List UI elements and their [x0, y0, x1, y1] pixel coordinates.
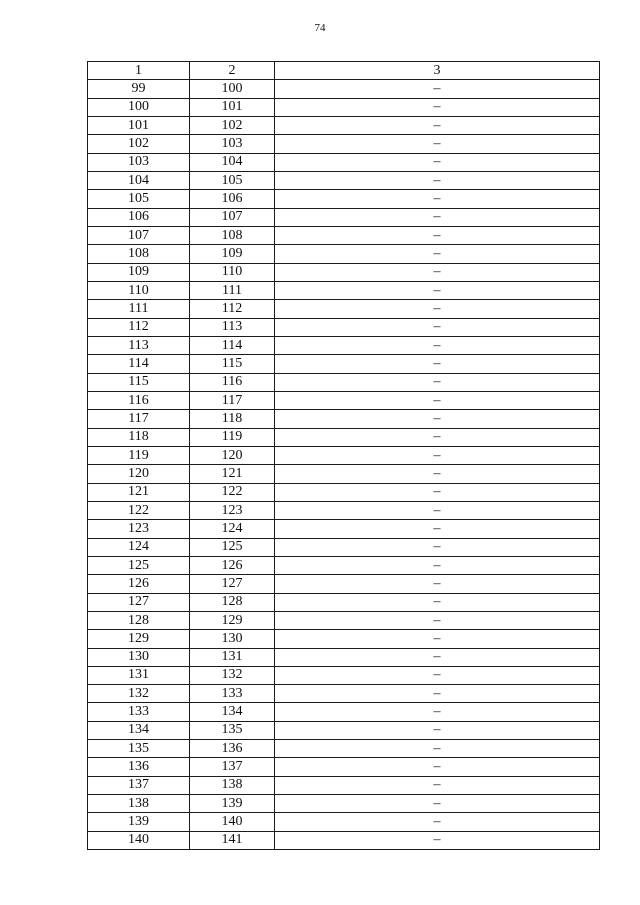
table-cell-col2: 119: [190, 428, 275, 446]
table-row: [88, 318, 600, 336]
table-row: [88, 703, 600, 721]
table-row: [88, 648, 600, 666]
column-header-1: 1: [88, 62, 190, 80]
table-cell-col1: 108: [88, 245, 190, 263]
table-cell-col2: 107: [190, 208, 275, 226]
table-cell-col2: 116: [190, 373, 275, 391]
table-cell-col3: –: [275, 373, 600, 391]
table-cell-col3: –: [275, 446, 600, 464]
table-cell-col3: –: [275, 703, 600, 721]
table-cell-col1: 102: [88, 135, 190, 153]
table-cell-col3: –: [275, 336, 600, 354]
table-cell-col2: 111: [190, 281, 275, 299]
table-row: [88, 538, 600, 556]
table-header-row: [88, 62, 600, 80]
table-row: [88, 831, 600, 849]
table-body: [88, 80, 600, 850]
table-cell-col1: 123: [88, 520, 190, 538]
table-cell-col1: 131: [88, 666, 190, 684]
table-cell-col3: –: [275, 208, 600, 226]
table-cell-col2: 123: [190, 501, 275, 519]
table-row: [88, 116, 600, 134]
table-row: [88, 263, 600, 281]
table-cell-col1: 139: [88, 813, 190, 831]
table-cell-col2: 105: [190, 171, 275, 189]
table-cell-col1: 140: [88, 831, 190, 849]
table-cell-col3: –: [275, 391, 600, 409]
table-cell-col2: 132: [190, 666, 275, 684]
table-cell-col2: 113: [190, 318, 275, 336]
table-row: [88, 483, 600, 501]
table-cell-col2: 124: [190, 520, 275, 538]
table-cell-col3: –: [275, 116, 600, 134]
table-cell-col1: 107: [88, 226, 190, 244]
table-row: [88, 593, 600, 611]
table-cell-col1: 136: [88, 758, 190, 776]
table-row: [88, 520, 600, 538]
table-cell-col3: –: [275, 666, 600, 684]
table-cell-col3: –: [275, 263, 600, 281]
table-cell-col1: 111: [88, 300, 190, 318]
table-cell-col3: –: [275, 593, 600, 611]
table-cell-col1: 112: [88, 318, 190, 336]
table-cell-col2: 115: [190, 355, 275, 373]
table-cell-col1: 122: [88, 501, 190, 519]
table-row: [88, 813, 600, 831]
table-cell-col2: 126: [190, 556, 275, 574]
table-cell-col3: –: [275, 831, 600, 849]
table-cell-col1: 117: [88, 410, 190, 428]
table-cell-col3: –: [275, 740, 600, 758]
table-cell-col3: –: [275, 80, 600, 98]
table-cell-col1: 118: [88, 428, 190, 446]
table-cell-col1: 133: [88, 703, 190, 721]
table-row: [88, 501, 600, 519]
table-cell-col2: 135: [190, 721, 275, 739]
table-row: [88, 685, 600, 703]
table-row: [88, 465, 600, 483]
table-cell-col2: 125: [190, 538, 275, 556]
table-cell-col1: 137: [88, 776, 190, 794]
table-cell-col2: 102: [190, 116, 275, 134]
table-row: [88, 556, 600, 574]
table-cell-col1: 119: [88, 446, 190, 464]
table-cell-col3: –: [275, 483, 600, 501]
table-cell-col1: 105: [88, 190, 190, 208]
table-cell-col1: 100: [88, 98, 190, 116]
table-cell-col1: 103: [88, 153, 190, 171]
table-cell-col2: 120: [190, 446, 275, 464]
table-row: [88, 245, 600, 263]
table-cell-col2: 130: [190, 630, 275, 648]
table-row: [88, 740, 600, 758]
table-container: [87, 61, 599, 850]
table-cell-col2: 109: [190, 245, 275, 263]
table-cell-col3: –: [275, 226, 600, 244]
column-header-3: 3: [275, 62, 600, 80]
table-cell-col2: 106: [190, 190, 275, 208]
table-cell-col1: 134: [88, 721, 190, 739]
table-cell-col2: 141: [190, 831, 275, 849]
table-cell-col2: 138: [190, 776, 275, 794]
table-cell-col3: –: [275, 465, 600, 483]
table-cell-col3: –: [275, 758, 600, 776]
table-cell-col2: 121: [190, 465, 275, 483]
table-cell-col3: –: [275, 520, 600, 538]
table-cell-col3: –: [275, 575, 600, 593]
table-cell-col2: 103: [190, 135, 275, 153]
table-cell-col1: 127: [88, 593, 190, 611]
table-cell-col3: –: [275, 135, 600, 153]
table-cell-col3: –: [275, 281, 600, 299]
table-cell-col1: 126: [88, 575, 190, 593]
table-cell-col1: 110: [88, 281, 190, 299]
table-cell-col2: 140: [190, 813, 275, 831]
table-cell-col3: –: [275, 501, 600, 519]
table-row: [88, 98, 600, 116]
table-row: [88, 575, 600, 593]
table-cell-col1: 120: [88, 465, 190, 483]
table-cell-col3: –: [275, 538, 600, 556]
table-cell-col1: 132: [88, 685, 190, 703]
table-row: [88, 428, 600, 446]
table-row: [88, 226, 600, 244]
table-cell-col1: 104: [88, 171, 190, 189]
table-cell-col2: 134: [190, 703, 275, 721]
table-cell-col2: 139: [190, 795, 275, 813]
table-row: [88, 153, 600, 171]
data-table: [87, 61, 600, 850]
table-cell-col2: 101: [190, 98, 275, 116]
table-cell-col2: 133: [190, 685, 275, 703]
table-cell-col1: 113: [88, 336, 190, 354]
table-row: [88, 795, 600, 813]
table-cell-col3: –: [275, 190, 600, 208]
table-cell-col3: –: [275, 795, 600, 813]
table-cell-col1: 99: [88, 80, 190, 98]
table-cell-col1: 116: [88, 391, 190, 409]
table-cell-col1: 115: [88, 373, 190, 391]
table-row: [88, 281, 600, 299]
table-cell-col2: 127: [190, 575, 275, 593]
table-cell-col2: 100: [190, 80, 275, 98]
table-cell-col3: –: [275, 355, 600, 373]
table-row: [88, 611, 600, 629]
table-cell-col1: 125: [88, 556, 190, 574]
table-cell-col2: 128: [190, 593, 275, 611]
table-cell-col1: 109: [88, 263, 190, 281]
table-row: [88, 135, 600, 153]
table-row: [88, 446, 600, 464]
table-cell-col3: –: [275, 171, 600, 189]
table-cell-col1: 135: [88, 740, 190, 758]
table-cell-col2: 114: [190, 336, 275, 354]
table-cell-col1: 130: [88, 648, 190, 666]
table-cell-col3: –: [275, 410, 600, 428]
table-row: [88, 355, 600, 373]
table-cell-col2: 122: [190, 483, 275, 501]
table-cell-col2: 108: [190, 226, 275, 244]
column-header-2: 2: [190, 62, 275, 80]
table-row: [88, 630, 600, 648]
table-row: [88, 666, 600, 684]
table-cell-col1: 129: [88, 630, 190, 648]
table-cell-col1: 106: [88, 208, 190, 226]
table-row: [88, 758, 600, 776]
table-cell-col1: 114: [88, 355, 190, 373]
table-cell-col3: –: [275, 98, 600, 116]
table-row: [88, 80, 600, 98]
table-cell-col3: –: [275, 611, 600, 629]
table-row: [88, 171, 600, 189]
table-cell-col2: 112: [190, 300, 275, 318]
table-row: [88, 300, 600, 318]
table-row: [88, 776, 600, 794]
table-cell-col3: –: [275, 153, 600, 171]
table-cell-col1: 128: [88, 611, 190, 629]
table-cell-col3: –: [275, 648, 600, 666]
page-number: 74: [314, 22, 326, 34]
table-cell-col2: 129: [190, 611, 275, 629]
table-cell-col3: –: [275, 318, 600, 336]
table-row: [88, 208, 600, 226]
table-cell-col1: 124: [88, 538, 190, 556]
table-cell-col3: –: [275, 556, 600, 574]
table-cell-col2: 118: [190, 410, 275, 428]
table-cell-col2: 131: [190, 648, 275, 666]
table-row: [88, 336, 600, 354]
table-cell-col1: 138: [88, 795, 190, 813]
table-cell-col3: –: [275, 630, 600, 648]
table-cell-col3: –: [275, 685, 600, 703]
table-cell-col3: –: [275, 776, 600, 794]
table-cell-col1: 121: [88, 483, 190, 501]
table-cell-col2: 137: [190, 758, 275, 776]
table-cell-col1: 101: [88, 116, 190, 134]
table-cell-col2: 117: [190, 391, 275, 409]
table-cell-col3: –: [275, 245, 600, 263]
table-row: [88, 410, 600, 428]
table-cell-col3: –: [275, 721, 600, 739]
table-cell-col3: –: [275, 813, 600, 831]
table-cell-col3: –: [275, 428, 600, 446]
table-row: [88, 391, 600, 409]
table-cell-col2: 136: [190, 740, 275, 758]
table-row: [88, 373, 600, 391]
table-cell-col3: –: [275, 300, 600, 318]
table-row: [88, 190, 600, 208]
table-cell-col2: 104: [190, 153, 275, 171]
table-row: [88, 721, 600, 739]
table-cell-col2: 110: [190, 263, 275, 281]
